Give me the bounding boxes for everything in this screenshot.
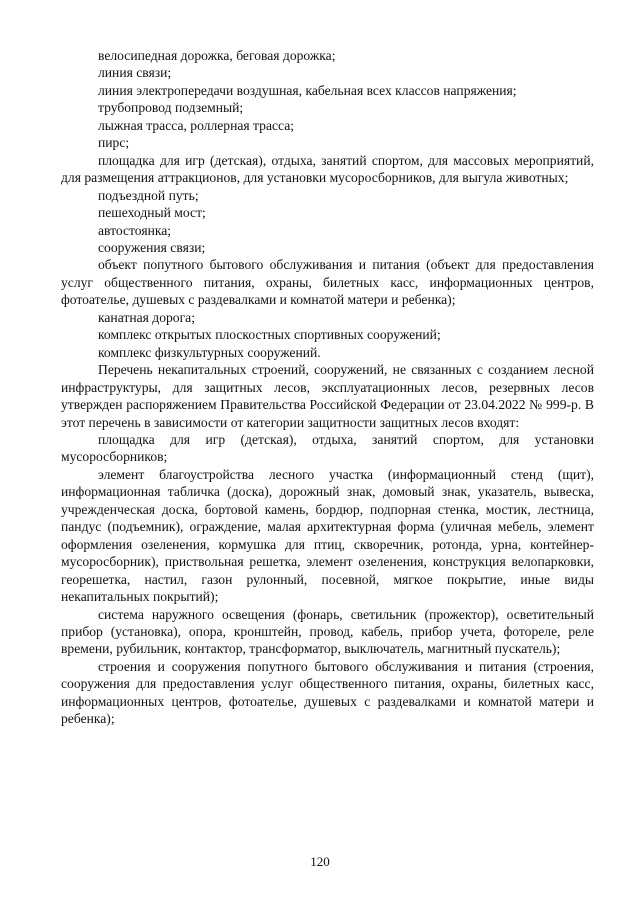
paragraph: канатная дорога;: [98, 309, 195, 325]
paragraph: система наружного освещения (фонарь, светильник (прожектор), осветительный прибор (установка), опора, кронштейн, провод, кабель, прибор учета, фотореле, реле времени, рубильник, контактор, трансформатор, выключатель, магнитный пускатель);: [61, 606, 594, 657]
paragraph: лыжная трасса, роллерная трасса;: [98, 117, 295, 133]
paragraph: пирс;: [98, 135, 130, 151]
paragraph: линия связи;: [98, 65, 172, 81]
page-number: 120: [310, 854, 330, 869]
document-body: [61, 47, 594, 728]
paragraph: комплекс открытых плоскостных спортивных сооружений;: [98, 327, 441, 343]
paragraph: велосипедная дорожка, беговая дорожка;: [98, 48, 336, 63]
paragraph: автостоянка;: [98, 222, 172, 238]
paragraph: сооружения связи;: [98, 239, 206, 255]
paragraph: пешеходный мост;: [98, 205, 206, 221]
paragraph: подъездной путь;: [98, 187, 199, 203]
paragraph: линия электропередачи воздушная, кабельная всех классов напряжения;: [98, 82, 517, 98]
paragraph: строения и сооружения попутного бытового обслуживания и питания (строения, сооружения для предоставления услуг общественного питания, охраны, билетных касс, информационных центров, фотоателье, душевых с раздевалками и комнатой матери и ребенка);: [61, 658, 594, 727]
paragraph: площадка для игр (детская), отдыха, занятий спортом, для установки мусоросборников;: [61, 431, 594, 465]
paragraph: комплекс физкультурных сооружений.: [98, 344, 321, 360]
paragraph: трубопровод подземный;: [98, 100, 244, 116]
paragraph: площадка для игр (детская), отдыха, занятий спортом, для массовых мероприятий, для размещения аттракционов, для установки мусоросборников, для выгула животных;: [61, 152, 594, 186]
paragraph: Перечень некапитальных строений, сооружений, не связанных с созданием лесной инфраструктуры, для защитных лесов, эксплуатационных лесов, резервных лесов утвержден распоряжением Правительства Российской Федерации от 23.04.2022 № 999-р. В этот перечень в зависимости от категории защитности защитных лесов входят:: [61, 362, 594, 430]
paragraph: объект попутного бытового обслуживания и питания (объект для предоставления услуг общественного питания, охраны, билетных касс, информационных центров, фотоателье, душевых с раздевалками и комнатой матери и ребенка);: [61, 257, 594, 308]
paragraph: элемент благоустройства лесного участка (информационный стенд (щит), информационная табличка (доска), дорожный знак, домовый знак, указатель, вывеска, учрежденческая доска, бортовой камень, бордюр, подпорная стенка, мостик, лестница, пандус (подъемник), ограждение, малая архитектурная форма (уличная мебель, элемент оформления озеленения, кормушка для птиц, скворечник, ротонда, урна, контейнер-мусоросборник), приствольная решетка, элемент озеленения, конструкция велопарковки, георешетка, настил, газон рулонный, посевной, мягкое покрытие, иные виды некапитальных покрытий);: [61, 466, 594, 605]
